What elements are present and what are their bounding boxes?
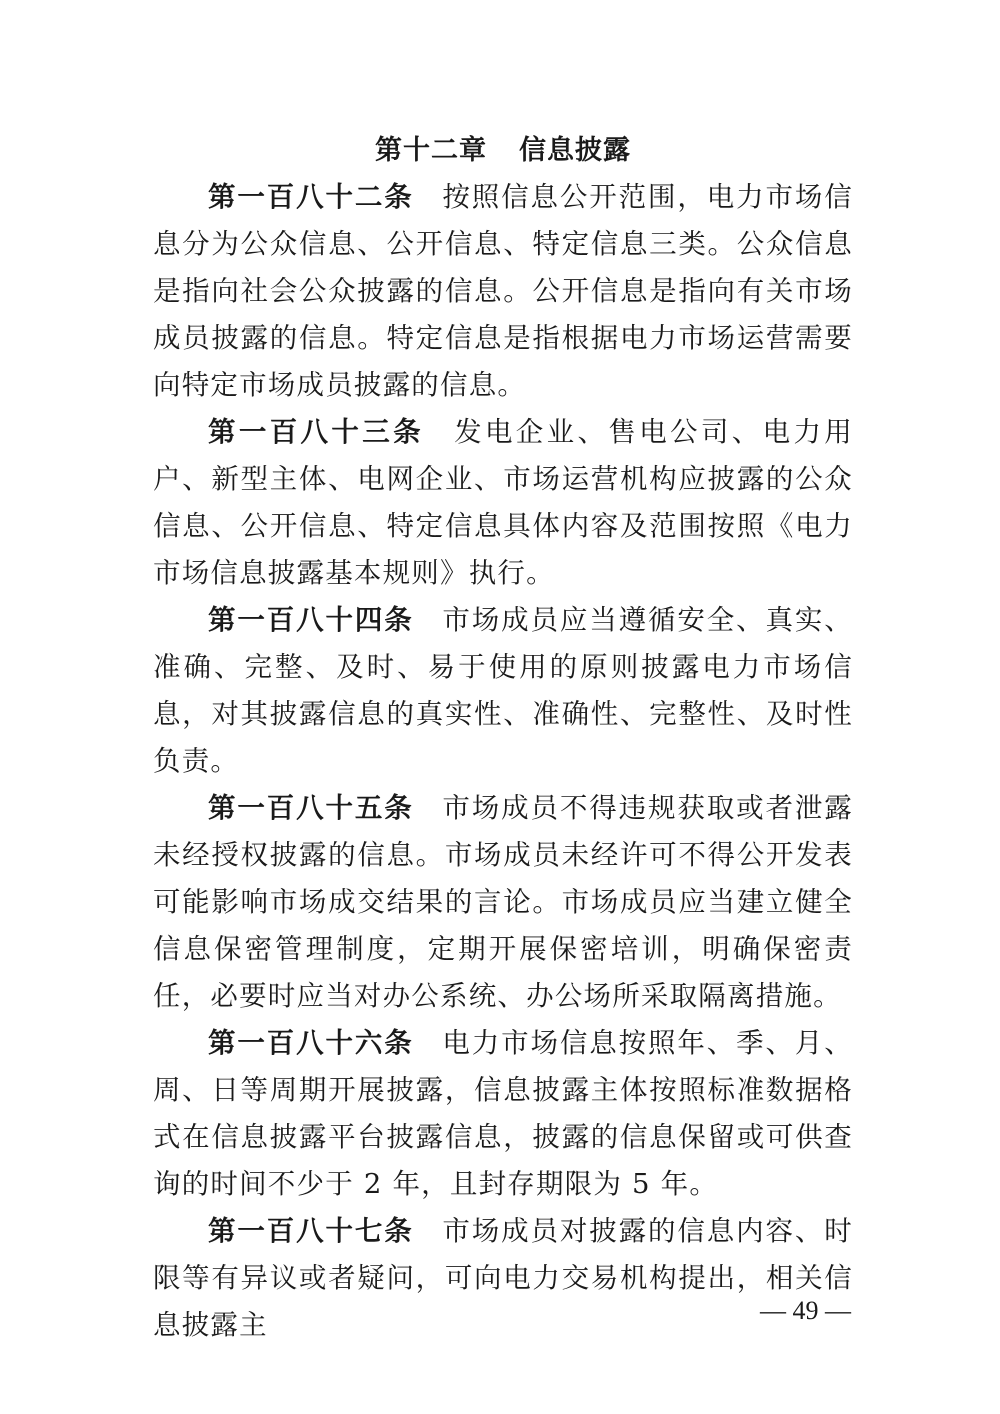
article-text: 电力市场信息按照年、季、月、周、日等周期开展披露，信息披露主体按照标准数据格式在信息披露平台披露信息，披露的信息保留或可供查询的时间不少于 2 年，且封存期限为 5 年。: [153, 1027, 853, 1200]
article-185: [153, 785, 853, 1020]
document-page: [153, 128, 853, 1349]
page-number: — 49 —: [760, 1296, 851, 1325]
article-text: 市场成员应当遵循安全、真实、准确、完整、及时、易于使用的原则披露电力市场信息，对其披露信息的真实性、准确性、完整性、及时性负责。: [153, 604, 853, 777]
article-text: 市场成员对披露的信息内容、时限等有异议或者疑问，可向电力交易机构提出，相关信息披露主: [153, 1215, 853, 1341]
article-187: [153, 1208, 853, 1349]
article-text: 发电企业、售电公司、电力用户、新型主体、电网企业、市场运营机构应披露的公众信息、公开信息、特定信息具体内容及范围按照《电力市场信息披露基本规则》执行。: [153, 416, 853, 589]
article-number: 第一百八十三条: [208, 416, 424, 448]
article-number: 第一百八十四条: [208, 604, 414, 636]
chapter-number: 第十二章: [375, 135, 487, 166]
article-184: [153, 597, 853, 785]
article-text: 按照信息公开范围，电力市场信息分为公众信息、公开信息、特定信息三类。公众信息是指向社会公众披露的信息。公开信息是指向有关市场成员披露的信息。特定信息是指根据电力市场运营需要向特定市场成员披露的信息。: [153, 181, 853, 401]
article-182: [153, 174, 853, 409]
article-number: 第一百八十二条: [208, 181, 414, 213]
article-number: 第一百八十七条: [208, 1215, 414, 1247]
chapter-heading: [153, 128, 853, 174]
article-text: 市场成员不得违规获取或者泄露未经授权披露的信息。市场成员未经许可不得公开发表可能影响市场成交结果的言论。市场成员应当建立健全信息保密管理制度，定期开展保密培训，明确保密责任，必要时应当对办公系统、办公场所采取隔离措施。: [153, 792, 853, 1012]
article-183: [153, 409, 853, 597]
article-number: 第一百八十六条: [208, 1027, 414, 1059]
chapter-title: 信息披露: [519, 135, 631, 166]
article-186: [153, 1020, 853, 1208]
article-number: 第一百八十五条: [208, 792, 414, 824]
